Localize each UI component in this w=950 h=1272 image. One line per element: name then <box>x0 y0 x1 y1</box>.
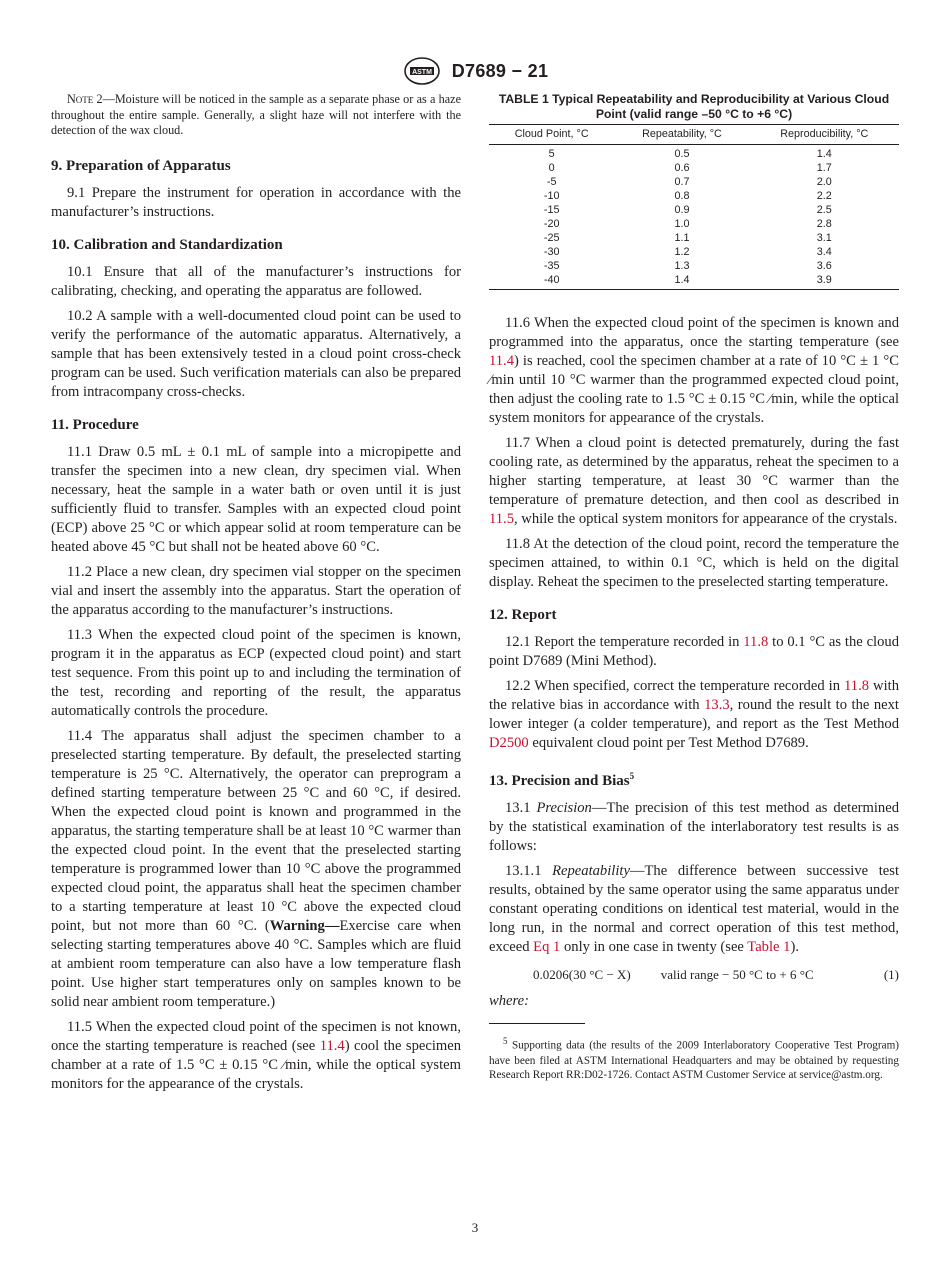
where-label: where: <box>489 993 529 1009</box>
table-cell: 1.7 <box>816 162 832 174</box>
link-table-1[interactable]: Table 1 <box>747 939 791 955</box>
para-13-1: 13.1 Precision—The precision of this test method as determined by the statistical examination of the interlaboratory test results is as follows: <box>489 800 900 854</box>
link-11-5[interactable]: 11.5 <box>489 511 514 527</box>
para-12-1: 12.1 Report the temperature recorded in 11.8 to 0.1 °C as the cloud point D7689 (Mini Method). <box>489 634 899 669</box>
table-cell: 0 <box>548 162 555 174</box>
table-row <box>489 175 899 189</box>
table-header: Reproducibility, °C <box>750 125 899 145</box>
table-cell: 2.2 <box>816 190 832 202</box>
table-row <box>489 161 899 175</box>
section-12-heading: 12. Report <box>489 607 557 623</box>
para-12-2: 12.2 When specified, correct the temperature recorded in 11.8 with the relative bias in accordance with 13.3, round the result to the next lower integer (a colder temperature), and report as the Test Method D2500 equivalent cloud point per Test Method D7689. <box>489 678 899 751</box>
table-1 <box>489 124 899 290</box>
section-11-heading: 11. Procedure <box>51 416 139 433</box>
para-13-1-1: 13.1.1 Repeatability—The difference between successive test results, obtained by the same operator using the same apparatus under constant operating conditions on identical test material, would in the long run, in the normal and correct operation of this test method, exceed Eq 1 only in one case in twenty (see Table 1). <box>489 863 900 955</box>
link-13-3[interactable]: 13.3 <box>704 697 730 713</box>
para-10-1: 10.1 Ensure that all of the manufacturer’s instructions for calibrating, checking, and operating the apparatus are followed. <box>51 263 461 299</box>
table-cell: 3.9 <box>750 273 899 290</box>
para-11-4: 11.4 The apparatus shall adjust the specimen chamber to a preselected starting temperature. By default, the preselected starting temperature is 25 °C. Alternatively, the operator can preprogram a defined starting temperature between 25 °C and 60 °C, if desired. When the expected cloud point is known and programmed in the apparatus, the starting temperature shall be at least 10 °C warmer than the expected cloud point. In the event that the preselected starting temperature is programmed lower than 10 °C above the programmed expected cloud point, the apparatus shall heat the specimen chamber to a starting temperature at least 10 °C above the expected cloud point, but not more than 60 °C. (Warning—Exercise care when selecting starting temperatures above 40 °C. Samples which are fluid at ambient room temperature can also have a low temperature flash point. Use higher start temperatures only on samples known to be solid near ambient room temperature.) <box>51 727 461 1010</box>
table-row <box>489 145 899 162</box>
table-cell: -30 <box>543 246 560 258</box>
table-cell: -5 <box>546 176 557 188</box>
table-cell: -20 <box>543 218 560 230</box>
para-11-7: 11.7 When a cloud point is detected prematurely, during the fast cooling rate, as determined by the apparatus, reheat the specimen to a higher starting temperature, at least 30 °C warmer than the temperature of premature detection, and then cool as described in 11.5, while the optical system monitors for appearance of the crystals. <box>489 435 899 527</box>
table-cell: 0.6 <box>674 162 690 174</box>
link-d2500[interactable]: D2500 <box>489 735 529 751</box>
table-row <box>489 203 899 217</box>
table-cell: 3.1 <box>816 232 832 244</box>
table-cell: 3.6 <box>816 260 832 272</box>
page-header <box>0 56 950 86</box>
table-cell: -35 <box>543 260 560 272</box>
svg-text:ASTM: ASTM <box>411 69 432 76</box>
table-cell: 0.8 <box>674 190 690 202</box>
table-cell: -25 <box>543 232 560 244</box>
para-11-8: 11.8 At the detection of the cloud point, record the temperature the specimen attained, to within 0.1 °C, which is held on the digital display. Reheat the specimen to the preselected starting temperature. <box>489 536 899 590</box>
table-cell: -10 <box>543 190 560 202</box>
table-cell: 3.4 <box>816 246 832 258</box>
table-cell: -15 <box>543 204 560 216</box>
table-cell: 1.1 <box>674 232 690 244</box>
table-cell: 1.3 <box>674 260 690 272</box>
footnote-divider <box>489 1023 585 1024</box>
table-cell: 1.4 <box>816 148 832 160</box>
section-13-heading: 13. Precision and Bias$^5$ <box>489 771 635 789</box>
equation-1 <box>489 965 899 984</box>
table-header: Repeatability, °C <box>614 125 749 145</box>
left-column <box>51 92 461 1100</box>
footnote-5: $^5$ Supporting data (the results of the 2009 Interlaboratory Cooperative Test Program) have been filed at ASTM International Headquarters and may be obtained by requesting Research Report RR:D02-1726. Contact ASTM Customer Service at service@astm.org. <box>489 1036 900 1082</box>
note-2: Note 2—Moisture will be noticed in the sample as a separate phase or as a haze throughout the entire sample. Generally, a slight haze will not interfere with the detection of the wax cloud. <box>51 92 462 138</box>
para-11-6: 11.6 When the expected cloud point of the specimen is known and programmed into the apparatus, once the starting temperature (see 11.4) is reached, cool the specimen chamber at a rate of 10 °C ± 1 °C ⁄min until 10 °C warmer than the programmed expected cloud point, then adjust the cooling rate to 1.5 °C ± 0.15 °C ⁄min, while the optical system monitors for appearance of the crystals. <box>489 315 899 426</box>
table-1-body <box>489 145 899 290</box>
link-11-4[interactable]: 11.4 <box>489 353 514 369</box>
link-11-4[interactable]: 11.4 <box>319 1037 345 1054</box>
para-11-3: 11.3 When the expected cloud point of the specimen is known, program it in the apparatus as ECP (expected cloud point) and start test sequence. From this point up to and including the termination of the test, recording and reporting of the result, the apparatus automatically controls the procedure. <box>51 626 461 719</box>
table-row <box>489 189 899 203</box>
table-cell: 2.8 <box>816 218 832 230</box>
link-11-8[interactable]: 11.8 <box>844 678 870 694</box>
table-cell: 0.5 <box>674 148 690 160</box>
document-designation: D7689 − 21 <box>451 60 549 81</box>
link-eq-1[interactable]: Eq 1 <box>533 939 561 955</box>
page-number: 3 <box>471 1220 479 1235</box>
para-10-2: 10.2 A sample with a well-documented cloud point can be used to verify the performance of the automatic apparatus. Alternatively, a sample that has been extensively tested in a cloud point cross-check program can be used. Such verification materials can also be prepared from intracompany cross-checks. <box>51 307 461 400</box>
table-row <box>489 231 899 245</box>
table-row <box>489 259 899 273</box>
table-row <box>489 245 899 259</box>
table-cell: 5 <box>548 148 555 160</box>
table-1-caption: TABLE 1 Typical Repeatability and Reproducibility at Various Cloud Point (valid range –50 °C to +6 °C) <box>498 92 890 121</box>
section-10-heading: 10. Calibration and Standardization <box>51 236 283 253</box>
para-11-5: 11.5 When the expected cloud point of the specimen is not known, once the starting temperature is reached (see 11.4) cool the specimen chamber at a rate of 1.5 °C ± 0.15 °C ⁄min, while the optical system monitors for the appearance of the crystals. <box>51 1018 462 1092</box>
table-header: Cloud Point, °C <box>489 125 614 145</box>
astm-logo-icon <box>402 56 442 86</box>
section-9-heading: 9. Preparation of Apparatus <box>51 157 231 174</box>
table-cell: 0.7 <box>674 176 690 188</box>
table-cell: 2.0 <box>816 176 832 188</box>
table-cell: 2.5 <box>816 204 832 216</box>
para-9-1: 9.1 Prepare the instrument for operation in accordance with the manufacturer’s instructions. <box>51 184 461 220</box>
table-cell: 1.0 <box>674 218 690 230</box>
link-11-8[interactable]: 11.8 <box>743 634 769 650</box>
table-cell: 1.4 <box>614 273 749 290</box>
table-row <box>489 217 899 231</box>
table-row <box>489 273 899 290</box>
equation-range: valid range − 50 °C to + 6 °C <box>660 967 814 982</box>
table-cell: 0.9 <box>674 204 690 216</box>
equation-number: (1) <box>883 967 899 982</box>
right-column <box>489 92 899 1089</box>
table-cell: -40 <box>489 273 614 290</box>
table-cell: 1.2 <box>674 246 690 258</box>
para-11-2: 11.2 Place a new clean, dry specimen vial stopper on the specimen vial and insert the assembly into the apparatus. Start the operation of the apparatus according to the manufacturer’s instructions. <box>51 563 461 618</box>
equation-expression: 0.0206(30 °C − X) <box>533 967 631 982</box>
para-11-1: 11.1 Draw 0.5 mL ± 0.1 mL of sample into a micropipette and transfer the specimen into a new clean, dry specimen vial. When necessary, heat the sample in a water bath or oven until it is just sufficiently fluid to transfer. Samples with an expected cloud point (ECP) above 25 °C or which appear solid at room temperature can be heated above 45 °C but shall not be heated above 60 °C. <box>51 443 461 555</box>
